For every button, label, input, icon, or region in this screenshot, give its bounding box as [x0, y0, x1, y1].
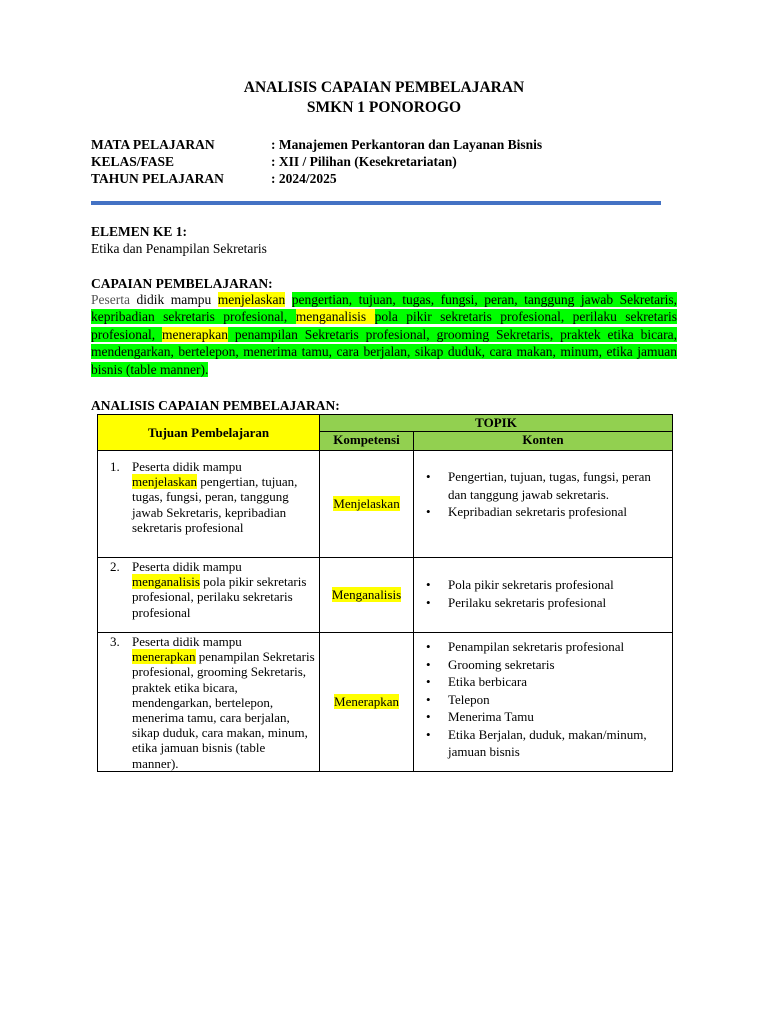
konten-list: [414, 638, 672, 761]
list-item: • Perilaku sekretaris profesional: [448, 594, 666, 612]
header-kompetensi: Kompetensi: [320, 432, 414, 451]
meta-value: : XII / Pilihan (Kesekretariatan): [271, 154, 457, 169]
tujuan-text: [132, 634, 315, 771]
highlight-content: [155, 327, 162, 342]
tujuan-text: [132, 559, 315, 620]
meta-value: : Manajemen Perkantoran dan Layanan Bisnis: [271, 137, 543, 152]
list-item: • Pola pikir sekretaris profesional: [448, 576, 666, 594]
kompetensi-cell: [320, 558, 414, 633]
tujuan-pre: Peserta didik mampu: [132, 634, 242, 649]
highlight-content: penampilan Sekretaris profesional, grooming Sekretaris, praktek etika bicara, mendengarkan, bertelepon, menerima tamu, cara berjalan, sikap duduk, cara makan, minum, etika jamuan bisnis (table manner).: [91, 326, 678, 377]
konten-list: [414, 576, 672, 611]
elemen-text: Etika dan Penampilan Sekretaris: [91, 241, 267, 256]
highlight-verb: menjelaskan: [217, 292, 286, 307]
meta-label: TAHUN PELAJARAN: [91, 171, 224, 186]
konten-list: [414, 468, 672, 521]
list-item: • Pengertian, tujuan, tugas, fungsi, peran dan tanggung jawab sekretaris.: [448, 468, 666, 503]
kompetensi-label: Menganalisis: [331, 587, 402, 603]
capaian-text: [285, 292, 292, 307]
capaian-text: Peserta: [91, 292, 130, 307]
tujuan-rest: pola pikir sekretaris profesional, perilaku sekretaris profesional: [132, 574, 307, 620]
list-item: • Etika berbicara: [448, 673, 666, 691]
highlight-verb: [366, 309, 374, 324]
highlight-content: pengertian, tujuan, tugas, fungsi, peran, tanggung jawab Sekretaris, kepribadian sekretaris profesional,: [91, 292, 677, 325]
highlight-verb: menerapkan: [162, 326, 228, 342]
analisis-heading: ANALISIS CAPAIAN PEMBELAJARAN:: [91, 398, 340, 413]
tujuan-cell: [98, 558, 320, 633]
kompetensi-cell: [320, 633, 414, 772]
konten-cell: [414, 558, 673, 633]
capaian-heading: CAPAIAN PEMBELAJARAN:: [91, 276, 273, 291]
list-item: • Menerima Tamu: [448, 708, 666, 726]
konten-cell: [414, 451, 673, 558]
meta-value: : 2024/2025: [271, 171, 337, 186]
row-number: 1.: [110, 459, 120, 474]
konten-cell: [414, 633, 673, 772]
list-item: • Penampilan sekretaris profesional: [448, 638, 666, 656]
tujuan-pre: Peserta didik mampu: [132, 559, 242, 574]
capaian-paragraph: [91, 291, 677, 378]
elemen-heading: ELEMEN KE 1:: [91, 224, 188, 239]
capaian-text: didik mampu: [129, 292, 218, 307]
header-topik: TOPIK: [320, 415, 673, 432]
kompetensi-cell: [320, 451, 414, 558]
tujuan-rest: pengertian, tujuan, tugas, fungsi, peran, tanggung jawab Sekretaris, kepribadian sekretaris profesional: [132, 474, 298, 535]
list-item: • Grooming sekretaris: [448, 656, 666, 674]
document-title: ANALISIS CAPAIAN PEMBELAJARAN: [243, 79, 525, 96]
header-tujuan: Tujuan Pembelajaran: [98, 415, 320, 451]
tujuan-cell: [98, 451, 320, 558]
divider: [91, 201, 661, 205]
tujuan-rest: penampilan Sekretaris profesional, grooming Sekretaris, praktek etika bicara, mendengarkan, bertelepon, menerima tamu, cara berjalan, sikap duduk, cara makan, minum, etika jamuan bisnis (table manner).: [132, 649, 315, 771]
list-item: • Etika Berjalan, duduk, makan/minum, jamuan bisnis: [448, 726, 666, 761]
row-number: 3.: [110, 634, 120, 649]
row-number: 2.: [110, 559, 120, 574]
tujuan-text: [132, 459, 315, 535]
highlight-verb: menganalisis: [295, 309, 367, 325]
meta-row-year: [91, 170, 542, 187]
tujuan-cell: [98, 633, 320, 772]
meta-label: MATA PELAJARAN: [91, 137, 215, 152]
table-row: [98, 451, 673, 558]
school-name: SMKN 1 PONOROGO: [306, 99, 462, 116]
table-row: [98, 633, 673, 772]
highlight-verb: menganalisis: [132, 574, 200, 590]
highlight-content: [287, 309, 295, 324]
analysis-table: [97, 414, 673, 772]
document-meta: [91, 136, 542, 187]
header-konten: Konten: [414, 432, 673, 451]
highlight-verb: menerapkan: [132, 649, 196, 665]
meta-label: KELAS/FASE: [91, 154, 175, 169]
highlight-verb: menjelaskan: [132, 474, 197, 490]
highlight-content: pola pikir sekretaris profesional, perilaku sekretaris profesional,: [91, 309, 678, 342]
kompetensi-label: Menerapkan: [334, 694, 399, 710]
list-item: • Kepribadian sekretaris profesional: [448, 503, 666, 521]
list-item: • Telepon: [448, 691, 666, 709]
table-row: [98, 558, 673, 633]
tujuan-pre: Peserta didik mampu: [132, 459, 242, 474]
highlight-content: [228, 327, 235, 342]
meta-row-class: [91, 153, 542, 170]
kompetensi-label: Menjelaskan: [333, 496, 400, 512]
meta-row-subject: [91, 136, 542, 153]
